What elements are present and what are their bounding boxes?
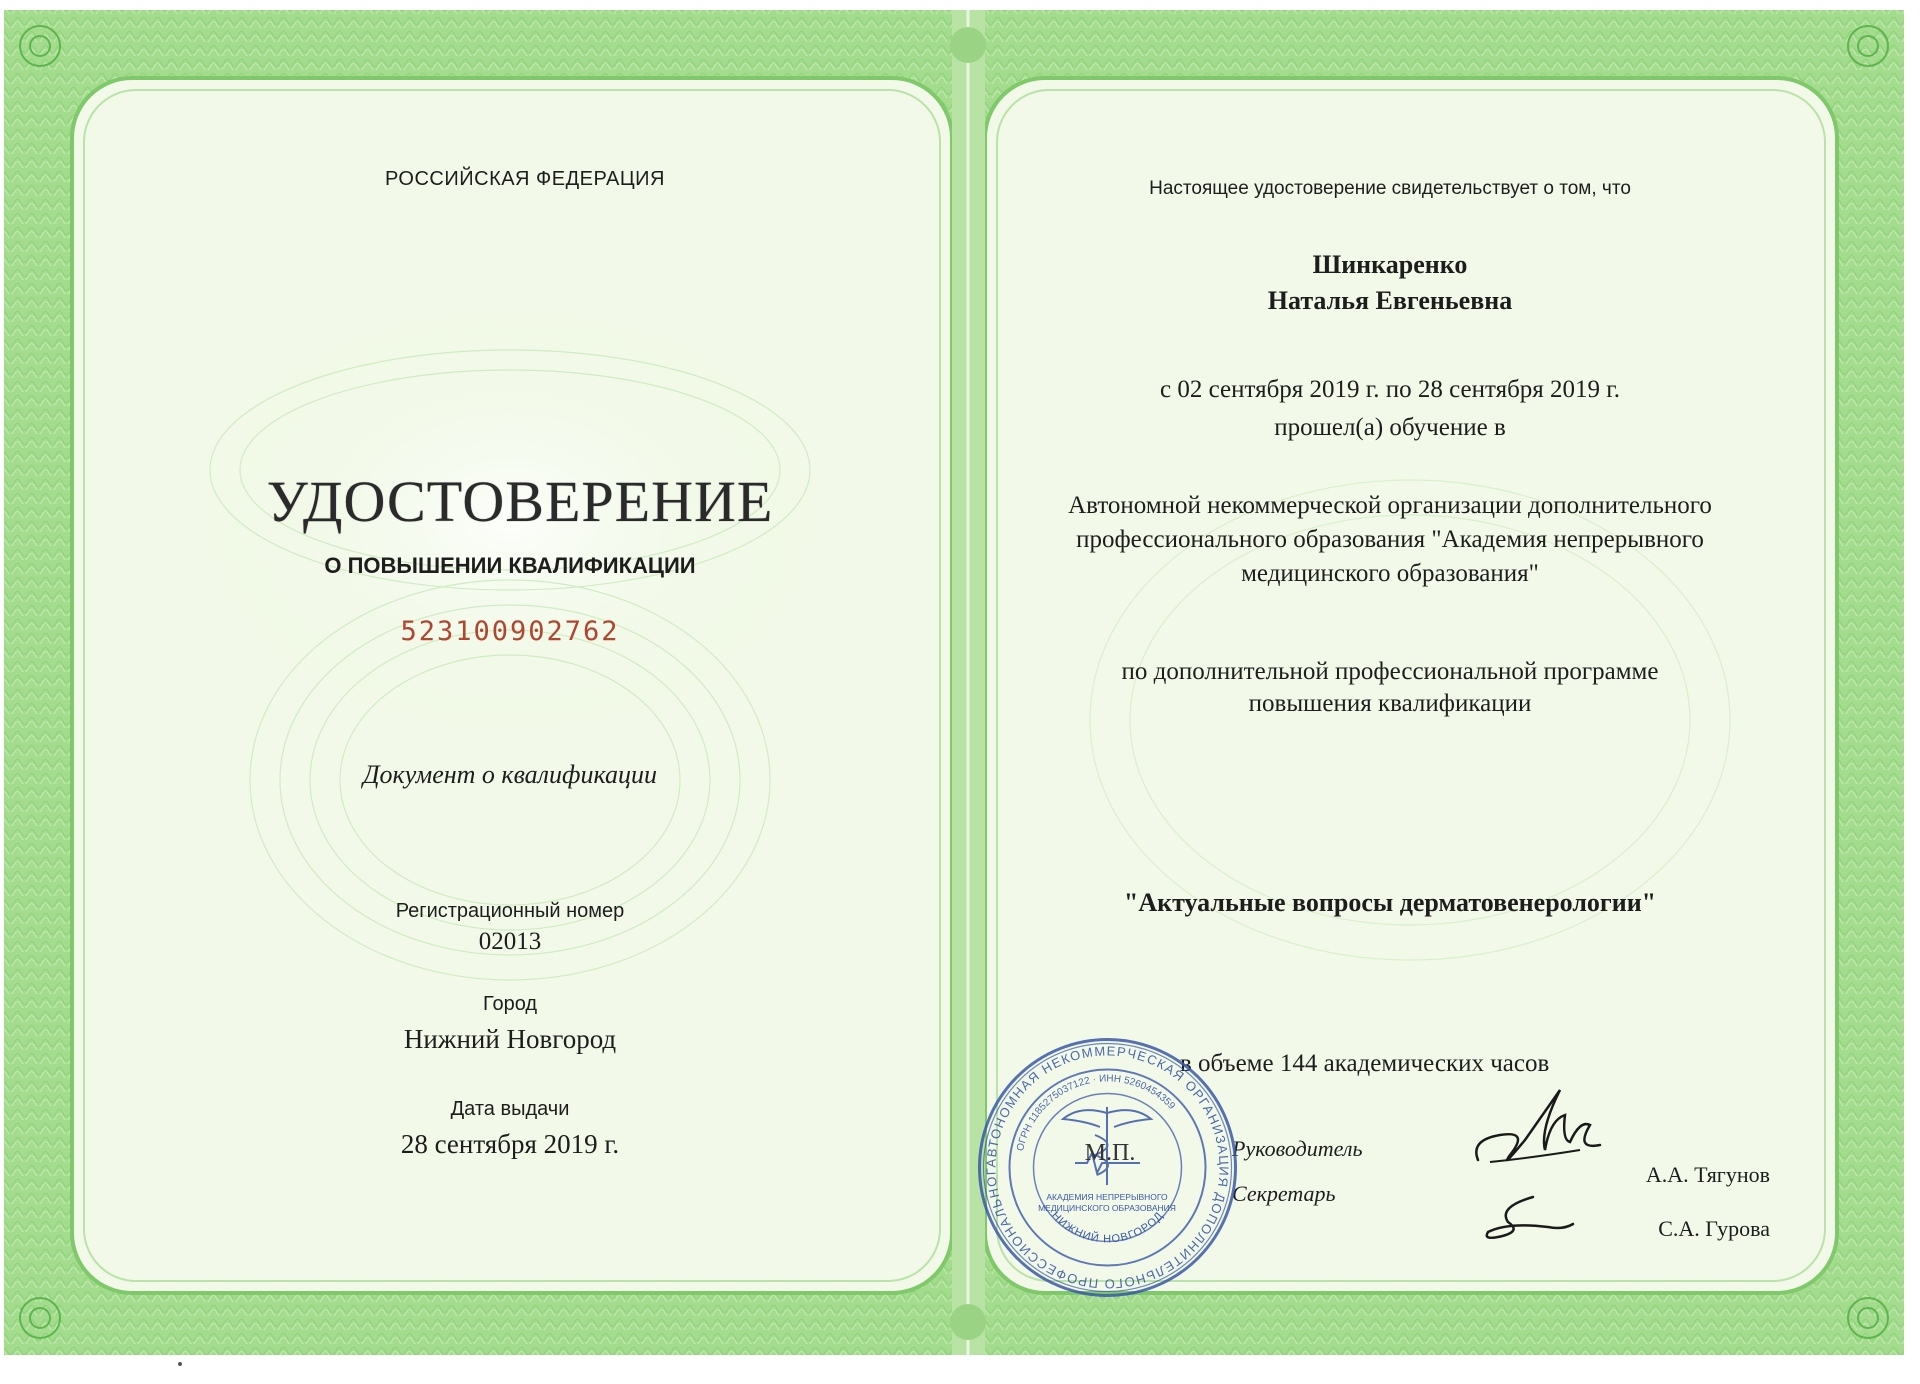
head-name: А.А. Тягунов: [1645, 1162, 1770, 1187]
seal-graphic: [975, 1035, 1240, 1300]
certificate-subtitle: О ПОВЫШЕНИИ КВАЛИФИКАЦИИ: [324, 553, 696, 578]
official-seal: [975, 1035, 1240, 1300]
program-line-1: по дополнительной профессиональной программе: [1121, 658, 1659, 685]
recipient-given-names: Наталья Евгеньевна: [1267, 286, 1513, 315]
secretary-label: Секретарь: [1232, 1181, 1336, 1206]
secretary-signature: [1478, 1192, 1578, 1252]
organization-line-3: медицинского образования": [1241, 560, 1539, 587]
volume-hours: в объеме 144 академических часов: [1180, 1050, 1550, 1077]
organization-line-1: Автономной некоммерческой организации дополнительного: [1068, 492, 1712, 519]
country-name: РОССИЙСКАЯ ФЕДЕРАЦИЯ: [385, 168, 665, 190]
head-signature: [1470, 1080, 1610, 1180]
document-type: Документ о квалификации: [363, 760, 657, 789]
svg-text:АКАДЕМИЯ НЕПРЕРЫВНОГО: АКАДЕМИЯ НЕПРЕРЫВНОГО: [1046, 1192, 1168, 1202]
program-title: "Актуальные вопросы дерматовенерологии": [1123, 888, 1657, 917]
certificate-title: УДОСТОВЕРЕНИЕ: [266, 469, 774, 534]
training-period: с 02 сентября 2019 г. по 28 сентября 2019 г.: [1160, 376, 1620, 403]
head-label: Руководитель: [1232, 1136, 1363, 1161]
city-name: Нижний Новгород: [403, 1024, 617, 1054]
svg-text:МЕДИЦИНСКОГО ОБРАЗОВАНИЯ: МЕДИЦИНСКОГО ОБРАЗОВАНИЯ: [1038, 1203, 1176, 1213]
serial-number: 523100902762: [400, 616, 620, 647]
secretary-name: С.А. Гурова: [1658, 1216, 1770, 1241]
registration-label: Регистрационный номер: [395, 900, 625, 922]
svg-text:ОГРН 1185275037122 · ИНН 52604: ОГРН 1185275037122 · ИНН 5260454359: [1015, 1073, 1178, 1153]
program-line-2: повышения квалификации: [1248, 690, 1532, 717]
organization-line-2: профессионального образования "Академия непрерывного: [1076, 526, 1704, 553]
registration-number: 02013: [478, 928, 542, 955]
issue-date: 28 сентября 2019 г.: [400, 1129, 620, 1159]
svg-text:АВТОНОМНАЯ НЕКОММЕРЧЕСКАЯ ОРГА: АВТОНОМНАЯ НЕКОММЕРЧЕСКАЯ ОРГАНИЗАЦИЯ ДОПОЛНИТЕЛЬНОГО ПРОФЕССИОНАЛЬНОГ: [983, 1043, 1232, 1292]
svg-text:НИЖНИЙ НОВГОРОД: НИЖНИЙ НОВГОРОД: [1049, 1209, 1166, 1246]
city-label: Город: [482, 993, 538, 1015]
stamp-place-mark: М.П.: [1084, 1140, 1136, 1166]
intro-text: Настоящее удостоверение свидетельствует о том, что: [1149, 178, 1631, 199]
issue-date-label: Дата выдачи: [450, 1098, 570, 1120]
studied-text: прошел(а) обучение в: [1274, 414, 1506, 441]
recipient-surname: Шинкаренко: [1312, 250, 1468, 279]
